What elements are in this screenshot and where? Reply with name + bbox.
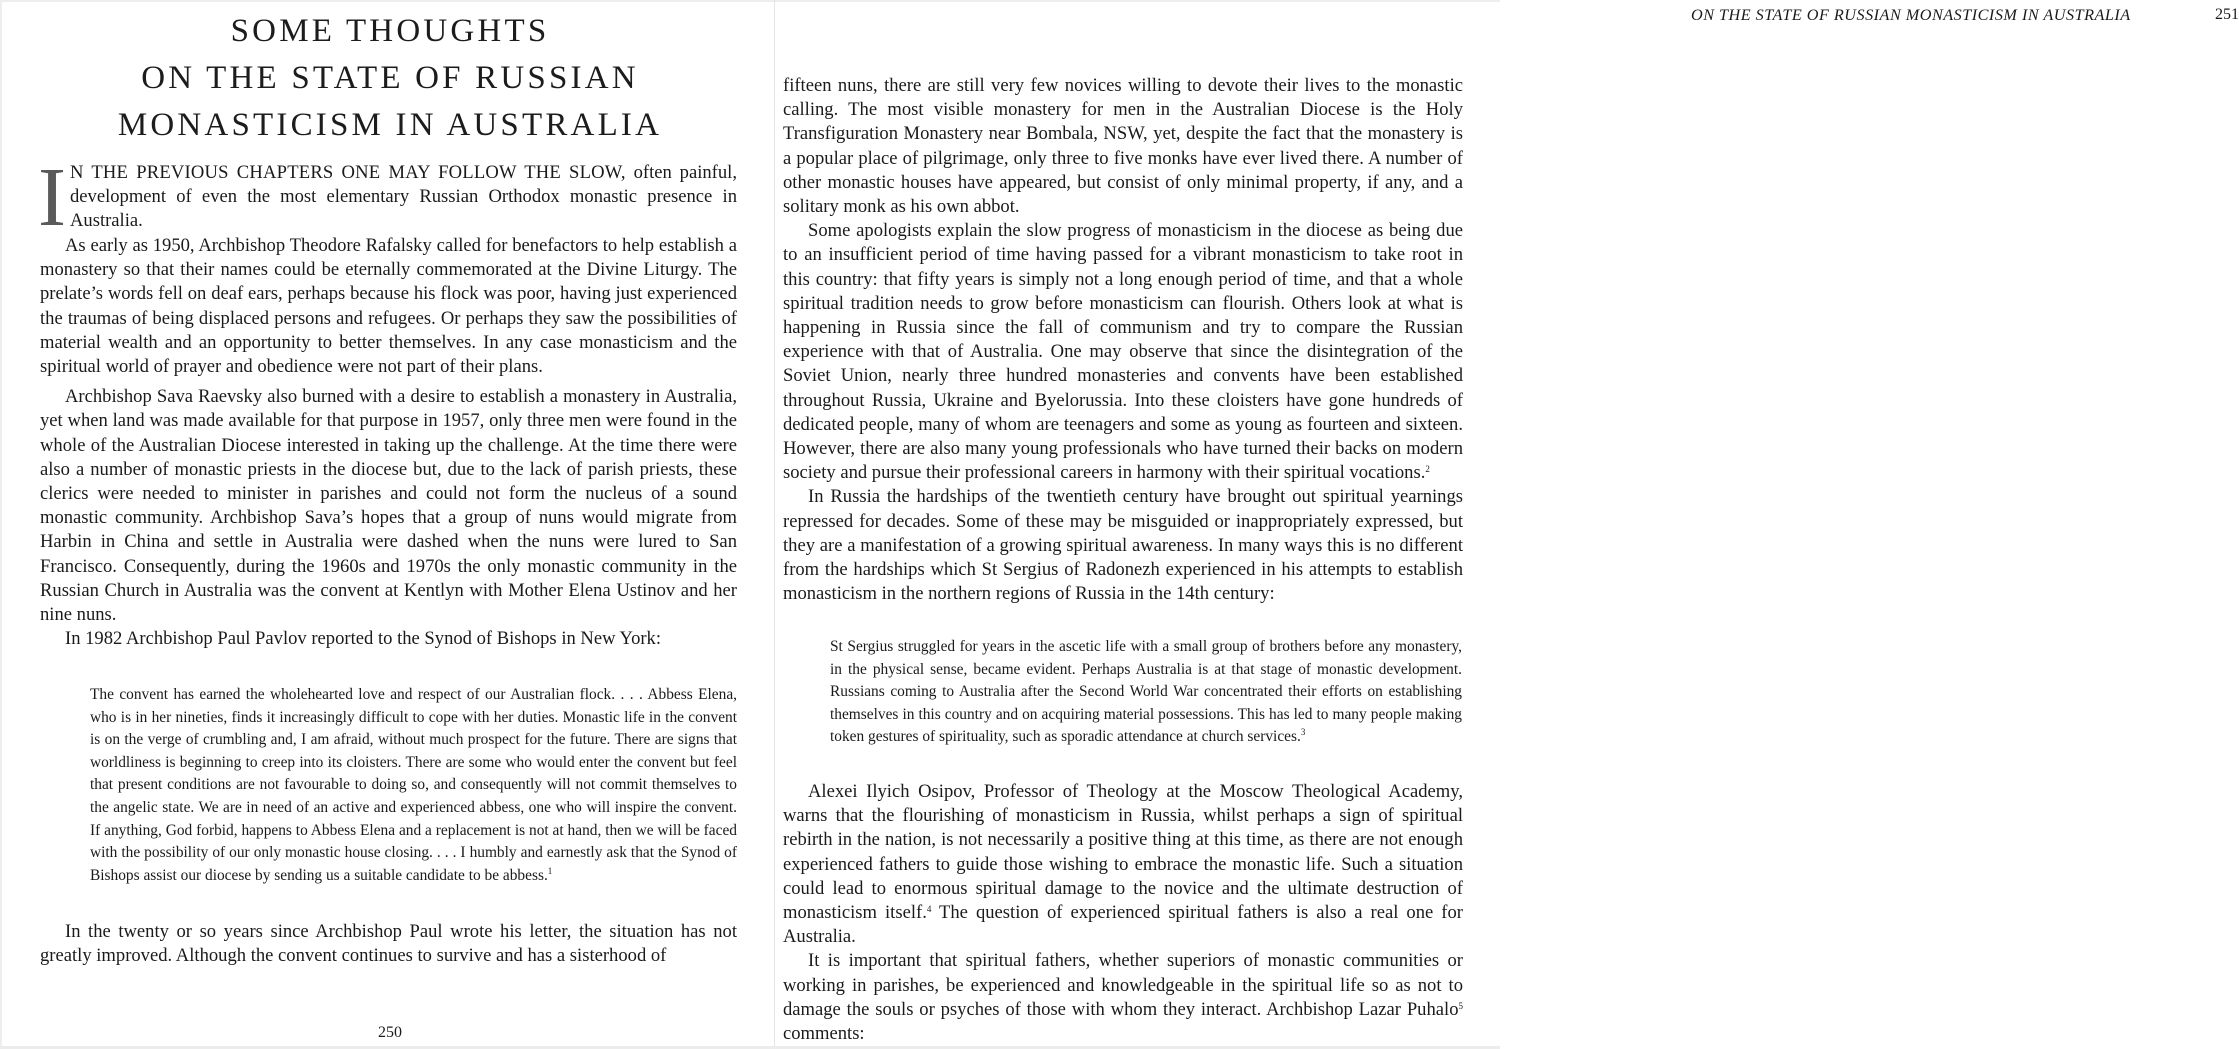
paragraph-osipov-tail: The question of experienced spiritual fathers is also a real one for Australia. [783,902,1463,948]
chapter-title-line-3: MONASTICISM IN AUSTRALIA [117,107,663,143]
footnote-ref-3[interactable]: 3 [1300,727,1306,738]
block-quote-text: St Sergius struggled for years in the ascetic life with a small group of brothers before any monastery, in the physical sense, became evident. Perhaps Australia is at that stage of monastic development. Russians coming to Australia after the Second World War concentrated their efforts on establishing themselves in this country and on acquiring material possessions. This has led to many people making token gestures of spirituality, such as sporadic attendance at church services. [830,638,1462,746]
chapter-title-line-2: ON THE STATE OF RUSSIAN [141,60,639,96]
footnote-ref-4[interactable]: 4 [926,904,932,915]
paragraph-russia-hardships: In Russia the hardships of the twentieth century have brought out spiritual yearnings repressed for decades. Some of these may be misguided or inappropriately expressed, but they are a manifestation of a growing spiritual awareness. In many ways this is no different from the hardships which St Sergius of Radonezh experienced in his attempts to establish monasticism in the northern regions of Russia in the 14th century: [783,486,1463,605]
paragraph-apologists [783,219,1463,485]
chapter-title [40,8,740,149]
chapter-title-line-1: SOME THOUGHTS [230,13,550,49]
left-page [0,0,774,1046]
footnote-ref-2[interactable]: 2 [1425,464,1430,475]
paragraph-osipov-text: Alexei Ilyich Osipov, Professor of Theology at the Moscow Theological Academy, warns that the flourishing of monasticism in Russia, whilst perhaps a sign of spiritual rebirth in the nation, is not necessarily a positive thing at this time, as there are not enough experienced fathers to guide those wishing to embrace the monastic life. Such a situation could lead to enormous spiritual damage to the novice and the ultimate destruction of monasticism itself. [783,781,1463,924]
right-body-text [783,74,1463,606]
block-quote-sergius [830,636,1462,749]
left-body-text [40,234,737,651]
drop-cap: I [38,151,66,244]
paragraph-osipov [783,780,1463,949]
paragraph-pavlov-intro: In 1982 Archbishop Paul Pavlov reported to the Synod of Bishops in New York: [65,628,662,650]
running-head: ON THE STATE OF RUSSIAN MONASTICISM IN AUSTRALIA [1691,6,2131,24]
block-quote-pavlov [90,684,737,887]
opening-paragraph [38,151,737,244]
opening-text: often painful, development of even the most elementary Russian Orthodox monastic presence in Australia. [69,162,737,232]
opening-lead-caps: N THE PREVIOUS CHAPTERS ONE MAY FOLLOW THE SLOW, [69,162,626,183]
page-number-left: 250 [378,1024,402,1041]
paragraph-raevsky: Archbishop Sava Raevsky also burned with a desire to establish a monastery in Australia, yet when land was made available for that purpose in 1957, only three men were found in the whole of the Australian Diocese interested in taking up the challenge. At the time there were also a number of monastic priests in the diocese but, due to the lack of parish priests, these clerics were needed to minister in parishes and could not form the nucleus of a sound monastic community. Archbishop Sava’s hopes that a group of nuns would migrate from Harbin in China and settle in Australia were dashed when the nuns were lured to San Francisco. Consequently, during the 1960s and 1970s the only monastic community in the Russian Church in Australia was the convent at Kentlyn with Mother Elena Ustinov and her nine nuns. [40,386,737,626]
paragraph-rafalsky: As early as 1950, Archbishop Theodore Rafalsky called for benefactors to help establish a monastery so that their names could be eternally commemorated at the Divine Liturgy. The prelate’s words fell on deaf ears, perhaps because his flock was poor, having just experienced the traumas of being displaced persons and refugees. Or perhaps they saw the possibilities of material wealth and an opportunity to better themselves. In any case monasticism and the spiritual world of prayer and obedience were not part of their plans. [40,235,737,378]
paragraph-spiritual-fathers-text: It is important that spiritual fathers, whether superiors of monastic communities or working in parishes, be experienced and knowledgeable in the spiritual life so as not to damage the souls or psyches of those with whom they interact. Archbishop Lazar Puhalo [783,950,1463,1020]
footnote-ref-1[interactable]: 1 [547,865,553,876]
paragraph-spiritual-fathers-tail: comments: [783,1023,865,1045]
paragraph-twenty-years: In the twenty or so years since Archbishop Paul wrote his letter, the situation has not greatly improved. Although the convent continues to survive and has a sisterhood of [40,921,737,967]
page-number-right: 251 [2215,6,2239,23]
paragraph-spiritual-fathers [783,949,1463,1046]
footnote-ref-5[interactable]: 5 [1458,1000,1463,1011]
block-quote-text: The convent has earned the wholehearted love and respect of our Australian flock. . . . Abbess Elena, who is in her nineties, finds it increasingly difficult to cope with her duties. Monastic life in the convent is on the verge of crumbling and, I am afraid, without much prospect for the future. There are signs that worldliness is beginning to creep into its cloisters. There are some who would enter the convent but feel that present conditions are not favourable to doing so, and consequently will not commit themselves to the angelic state. We are in need of an active and experienced abbess, one who will inspire the convent. If anything, God forbid, happens to Abbess Elena and a replacement is not at hand, then we will be faced with the possibility of our only monastic house closing. . . . I humbly and earnestly ask that the Synod of Bishops assist our diocese by sending us a suitable candidate to be abbess. [90,686,737,884]
paragraph-continuation: fifteen nuns, there are still very few novices willing to devote their lives to the monastic calling. The most visible monastery for men in the Australian Diocese is the Holy Transfiguration Monastery near Bombala, NSW, yet, despite the fact that the monastery is a popular place of pilgrimage, only three to five monks have ever lived there. A number of other monastic houses have appeared, but consist of only minimal property, if any, and a solitary monk as his own abbot. [783,75,1463,218]
right-body-text-lower [783,780,1463,1046]
paragraph-apologists-text: Some apologists explain the slow progress of monasticism in the diocese as being due to an insufficient period of time having passed for a vibrant monasticism to take root in this country: that fifty years is simply not a long enough period of time, and that a whole spiritual tradition needs to grow before monasticism can flourish. Others look at what is happening in Russia since the fall of communism and try to compare the Russian experience with that of Australia. One may observe that since the disintegration of the Soviet Union, nearly three hundred monasteries and convents have been established throughout Russia, Ukraine and Byelorussia. Into these cloisters have gone hundreds of dedicated people, many of whom are teenagers and some as young as fourteen and sixteen. However, there are also many young professionals who have turned their backs on modern society and pursue their professional careers in harmony with their spiritual vocations. [783,220,1463,484]
left-closing-text [40,920,737,968]
